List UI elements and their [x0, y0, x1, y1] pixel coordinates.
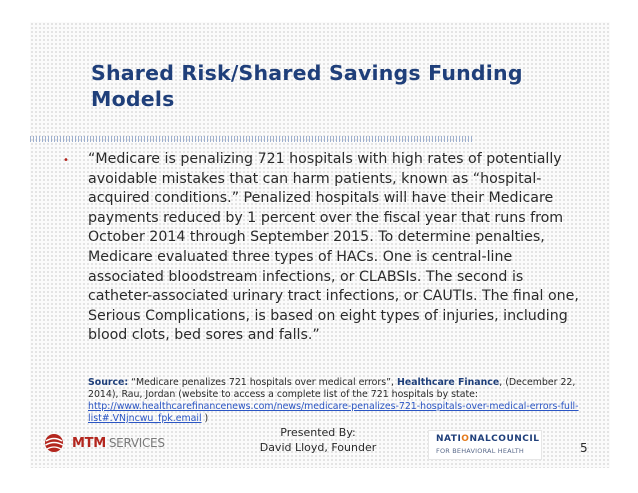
source-text-3: ) — [201, 413, 209, 424]
national-council-wordmark: NATIONALCOUNCIL — [436, 434, 540, 444]
mtm-services-logo — [42, 431, 165, 455]
source-text-1: “Medicare penalizes 721 hospitals over medical errors”, — [128, 377, 397, 388]
national-council-tagline: FOR BEHAVIORAL HEALTH — [436, 447, 525, 455]
source-citation — [88, 377, 583, 425]
bullet-icon: • — [63, 155, 69, 166]
presenter-footer — [238, 425, 398, 455]
mtm-services-text: SERVICES — [108, 436, 165, 450]
globe-icon — [42, 432, 70, 454]
source-label: Source: — [88, 377, 129, 388]
title-divider — [30, 136, 472, 142]
page-number: 5 — [580, 441, 588, 455]
mtm-brand-text: MTM — [72, 435, 106, 451]
national-council-o-mark: O — [461, 434, 470, 444]
title-line-1: Shared Risk/Shared Savings Funding — [91, 61, 523, 85]
title-line-2: Models — [91, 87, 175, 111]
source-text-2: , (December 22, 2014), Rau, Jordan (website to access a complete list of the 721 hospitals by state: — [88, 377, 576, 400]
bullet-text: “Medicare is penalizing 721 hospitals with high rates of potentially avoidable mistakes that can harm patients, known as “hospital-acquired conditions.” Penalized hospitals will have their Medicare payments reduced by 1 percent over the fiscal year that runs from October 2014 through September 2015. To determine penalties, Medicare evaluated three types of HACs. One is central-line associated bloodstream infections, or CLABSIs. The second is catheter-associated urinary tract infections, or CAUTIs. The final one, Serious Complications, is based on eight types of injuries, including blood clots, bed sores and falls.” — [88, 151, 579, 344]
source-link[interactable]: http://www.healthcarefinancenews.com/news/medicare-penalizes-721-hospitals-over-medical-errors-full-list#.VNjncwu_fpk.email — [88, 401, 579, 424]
presenter-name: David Lloyd, Founder — [259, 441, 377, 454]
national-council-logo — [428, 430, 542, 460]
presented-by-label: Presented By: — [280, 426, 356, 439]
slide-title — [91, 60, 591, 112]
source-publication: Healthcare Finance — [396, 377, 500, 388]
